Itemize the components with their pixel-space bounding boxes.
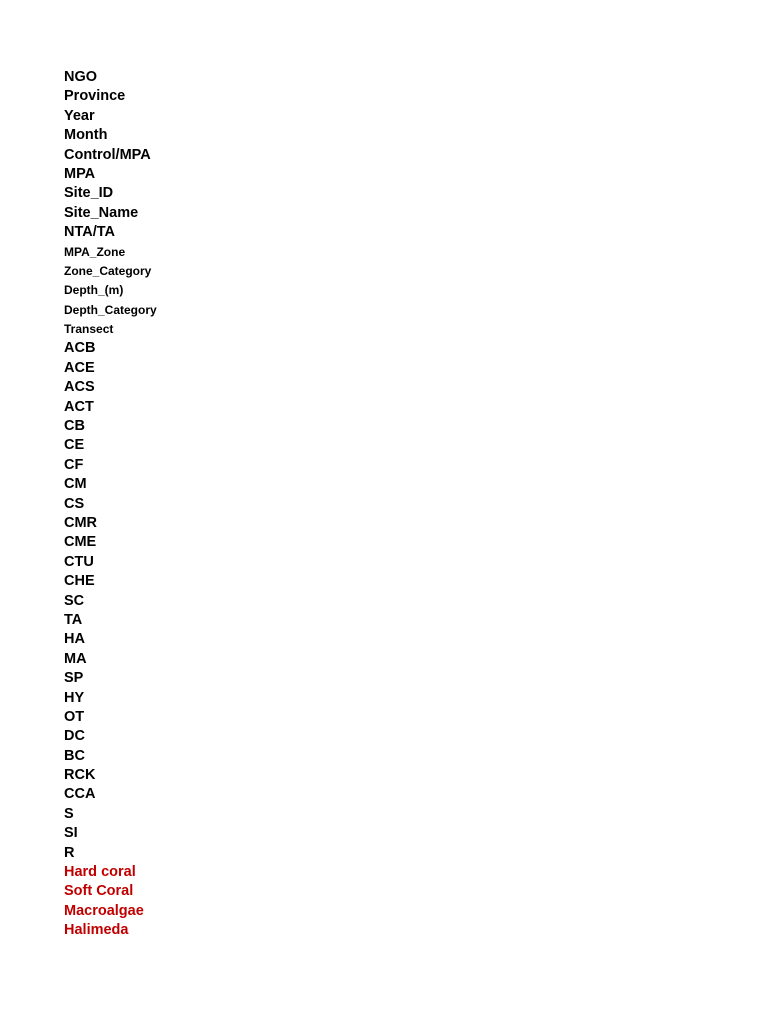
field-label: Depth_(m) [64,283,124,298]
field-label: Control/MPA [64,146,151,163]
field-label: RCK [64,767,96,784]
field-label: Transect [64,322,114,337]
field-label: OT [64,708,85,725]
field-label: Depth_Category [64,302,157,317]
field-label: SI [64,825,78,842]
field-label: HY [64,689,85,706]
field-label: MPA [64,165,96,182]
field-label: BC [64,747,85,764]
field-label: Month [64,127,108,144]
field-label: NGO [64,69,98,85]
field-label: S [64,805,74,822]
field-label: CMR [64,514,98,531]
field-label: SP [64,670,84,687]
field-label: CF [64,456,84,473]
field-label: NTA/TA [64,224,116,241]
field-label: ACB [64,340,96,357]
field-label: CM [64,476,87,493]
field-label: CTU [64,553,94,570]
field-label: ACE [64,359,95,376]
field-label: R [64,844,75,861]
field-label: ACS [64,379,95,396]
field-label: Site_ID [64,185,114,202]
field-label: DC [64,728,85,745]
field-label: CCA [64,786,96,803]
field-label: HA [64,631,85,648]
field-label: MA [64,650,87,667]
field-label: Macroalgae [64,902,144,919]
field-label: SC [64,592,85,609]
field-label: CS [64,495,85,512]
field-label: Zone_Category [64,263,152,278]
field-label: Site_Name [64,204,139,221]
field-list [64,68,157,941]
field-label: Soft Coral [64,883,134,900]
field-label: Halimeda [64,922,129,939]
field-label: Year [64,107,95,124]
field-label: CME [64,534,97,551]
field-label: CE [64,437,85,454]
field-label: TA [64,611,83,628]
field-label: Province [64,88,126,105]
field-label: MPA_Zone [64,244,126,259]
field-label: ACT [64,398,94,415]
field-label: CHE [64,573,95,590]
field-label: CB [64,418,85,435]
field-label: Hard coral [64,864,136,881]
